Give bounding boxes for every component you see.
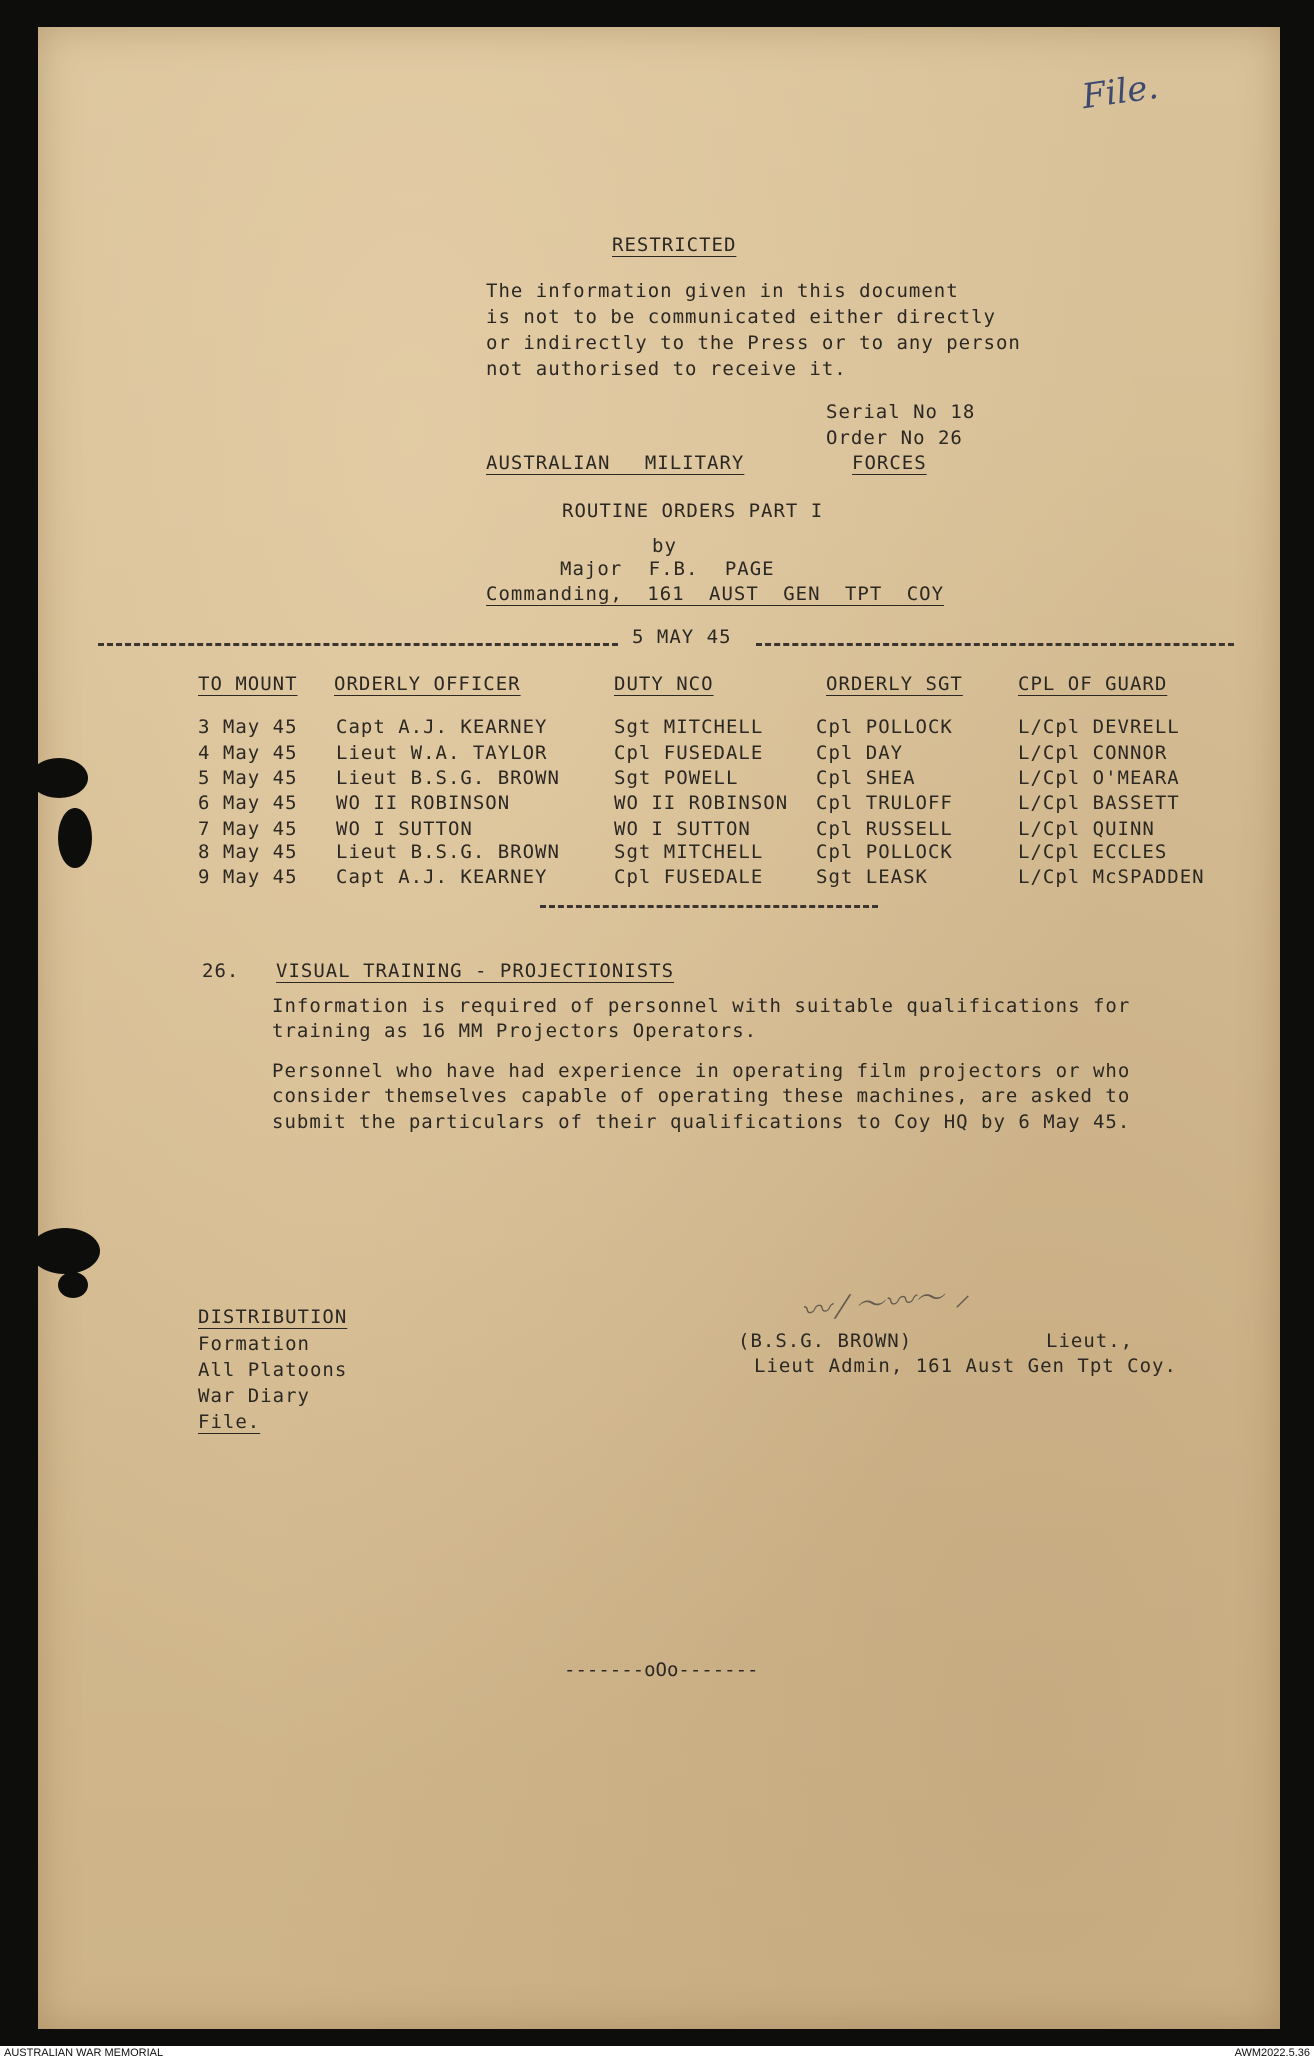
row-6-nco: Sgt MITCHELL — [614, 841, 764, 863]
header-to-mount: TO MOUNT — [198, 673, 298, 695]
item-para1-line-1: Information is required of personnel with suitable qualifications for — [272, 995, 1131, 1017]
distribution-heading: DISTRIBUTION — [198, 1306, 348, 1328]
row-3-guard: L/Cpl O'MEARA — [1018, 767, 1180, 789]
row-6-sgt: Cpl POLLOCK — [816, 841, 953, 863]
row-3-date: 5 May 45 — [198, 767, 298, 789]
signatory-rank: Lieut., — [1046, 1330, 1134, 1352]
distribution-item-2: All Platoons — [198, 1359, 348, 1381]
signatory-role: Lieut Admin, 161 Aust Gen Tpt Coy. — [754, 1355, 1177, 1377]
row-6-guard: L/Cpl ECCLES — [1018, 841, 1168, 863]
handwritten-file-note: File. — [1079, 66, 1161, 118]
end-mark: -------oOo------- — [564, 1659, 759, 1681]
punch-hole-upper-blot — [58, 808, 92, 868]
row-7-officer: Capt A.J. KEARNEY — [336, 866, 548, 888]
restricted-line-2: is not to be communicated either directly — [486, 306, 996, 328]
row-1-sgt: Cpl POLLOCK — [816, 716, 953, 738]
row-5-date: 7 May 45 — [198, 818, 298, 840]
forces-heading-left: AUSTRALIAN MILITARY — [486, 452, 745, 474]
row-2-sgt: Cpl DAY — [816, 742, 904, 764]
row-5-sgt: Cpl RUSSELL — [816, 818, 953, 840]
archive-reference: AWM2022.5.36 — [1234, 2047, 1310, 2059]
punch-hole-upper — [30, 758, 88, 798]
header-orderly-officer: ORDERLY OFFICER — [334, 673, 521, 695]
header-duty-nco: DUTY NCO — [614, 673, 714, 695]
row-1-guard: L/Cpl DEVRELL — [1018, 716, 1180, 738]
row-7-guard: L/Cpl McSPADDEN — [1018, 866, 1205, 888]
distribution-item-4: File. — [198, 1411, 261, 1433]
row-1-officer: Capt A.J. KEARNEY — [336, 716, 548, 738]
row-1-nco: Sgt MITCHELL — [614, 716, 764, 738]
row-2-date: 4 May 45 — [198, 742, 298, 764]
serial-number: Serial No 18 — [826, 401, 976, 423]
order-number: Order No 26 — [826, 427, 963, 449]
row-5-officer: WO I SUTTON — [336, 818, 473, 840]
row-4-officer: WO II ROBINSON — [336, 792, 511, 814]
row-4-sgt: Cpl TRULOFF — [816, 792, 953, 814]
distribution-item-3: War Diary — [198, 1385, 310, 1407]
item-para2-line-1: Personnel who have had experience in operating film projectors or who — [272, 1060, 1131, 1082]
archive-credit: AUSTRALIAN WAR MEMORIAL — [4, 2047, 164, 2059]
handwritten-signature: 〰 ⁄ 〜〰〜 ⸝ — [798, 1277, 971, 1330]
row-7-sgt: Sgt LEASK — [816, 866, 928, 888]
separator-below-table — [540, 905, 878, 908]
header-cpl-of-guard: CPL OF GUARD — [1018, 673, 1168, 695]
row-7-nco: Cpl FUSEDALE — [614, 866, 764, 888]
restricted-line-1: The information given in this document — [486, 280, 959, 302]
row-5-nco: WO I SUTTON — [614, 818, 751, 840]
document-title: ROUTINE ORDERS PART I — [562, 500, 824, 522]
item-heading: VISUAL TRAINING - PROJECTIONISTS — [276, 960, 675, 982]
header-orderly-sgt: ORDERLY SGT — [826, 673, 963, 695]
punch-hole-lower — [30, 1228, 100, 1274]
item-para2-line-3: submit the particulars of their qualifications to Coy HQ by 6 May 45. — [272, 1111, 1131, 1133]
item-number: 26. — [202, 960, 240, 982]
separator-top-left — [98, 643, 618, 646]
row-6-officer: Lieut B.S.G. BROWN — [336, 841, 560, 863]
commanding-line: Commanding, 161 AUST GEN TPT COY — [486, 583, 945, 605]
row-2-guard: L/Cpl CONNOR — [1018, 742, 1168, 764]
row-7-date: 9 May 45 — [198, 866, 298, 888]
row-2-officer: Lieut W.A. TAYLOR — [336, 742, 548, 764]
row-4-nco: WO II ROBINSON — [614, 792, 789, 814]
row-4-guard: L/Cpl BASSETT — [1018, 792, 1180, 814]
row-4-date: 6 May 45 — [198, 792, 298, 814]
archive-footer — [0, 2046, 1314, 2061]
signatory-name: (B.S.G. BROWN) — [738, 1330, 913, 1352]
punch-hole-lower-blot — [58, 1272, 88, 1298]
row-6-date: 8 May 45 — [198, 841, 298, 863]
separator-top-right — [756, 643, 1234, 646]
row-2-nco: Cpl FUSEDALE — [614, 742, 764, 764]
row-3-nco: Sgt POWELL — [614, 767, 739, 789]
major-line: Major F.B. PAGE — [560, 558, 775, 580]
item-para1-line-2: training as 16 MM Projectors Operators. — [272, 1020, 758, 1042]
distribution-item-1: Formation — [198, 1333, 310, 1355]
row-1-date: 3 May 45 — [198, 716, 298, 738]
item-para2-line-2: consider themselves capable of operating these machines, are asked to — [272, 1085, 1131, 1107]
row-3-officer: Lieut B.S.G. BROWN — [336, 767, 560, 789]
by-line: by — [652, 535, 677, 557]
restricted-line-3: or indirectly to the Press or to any person — [486, 332, 1021, 354]
row-5-guard: L/Cpl QUINN — [1018, 818, 1155, 840]
order-date: 5 MAY 45 — [632, 626, 732, 648]
forces-heading-right: FORCES — [852, 452, 927, 474]
restricted-line-4: not authorised to receive it. — [486, 358, 847, 380]
restricted-heading: RESTRICTED — [612, 234, 737, 256]
row-3-sgt: Cpl SHEA — [816, 767, 916, 789]
